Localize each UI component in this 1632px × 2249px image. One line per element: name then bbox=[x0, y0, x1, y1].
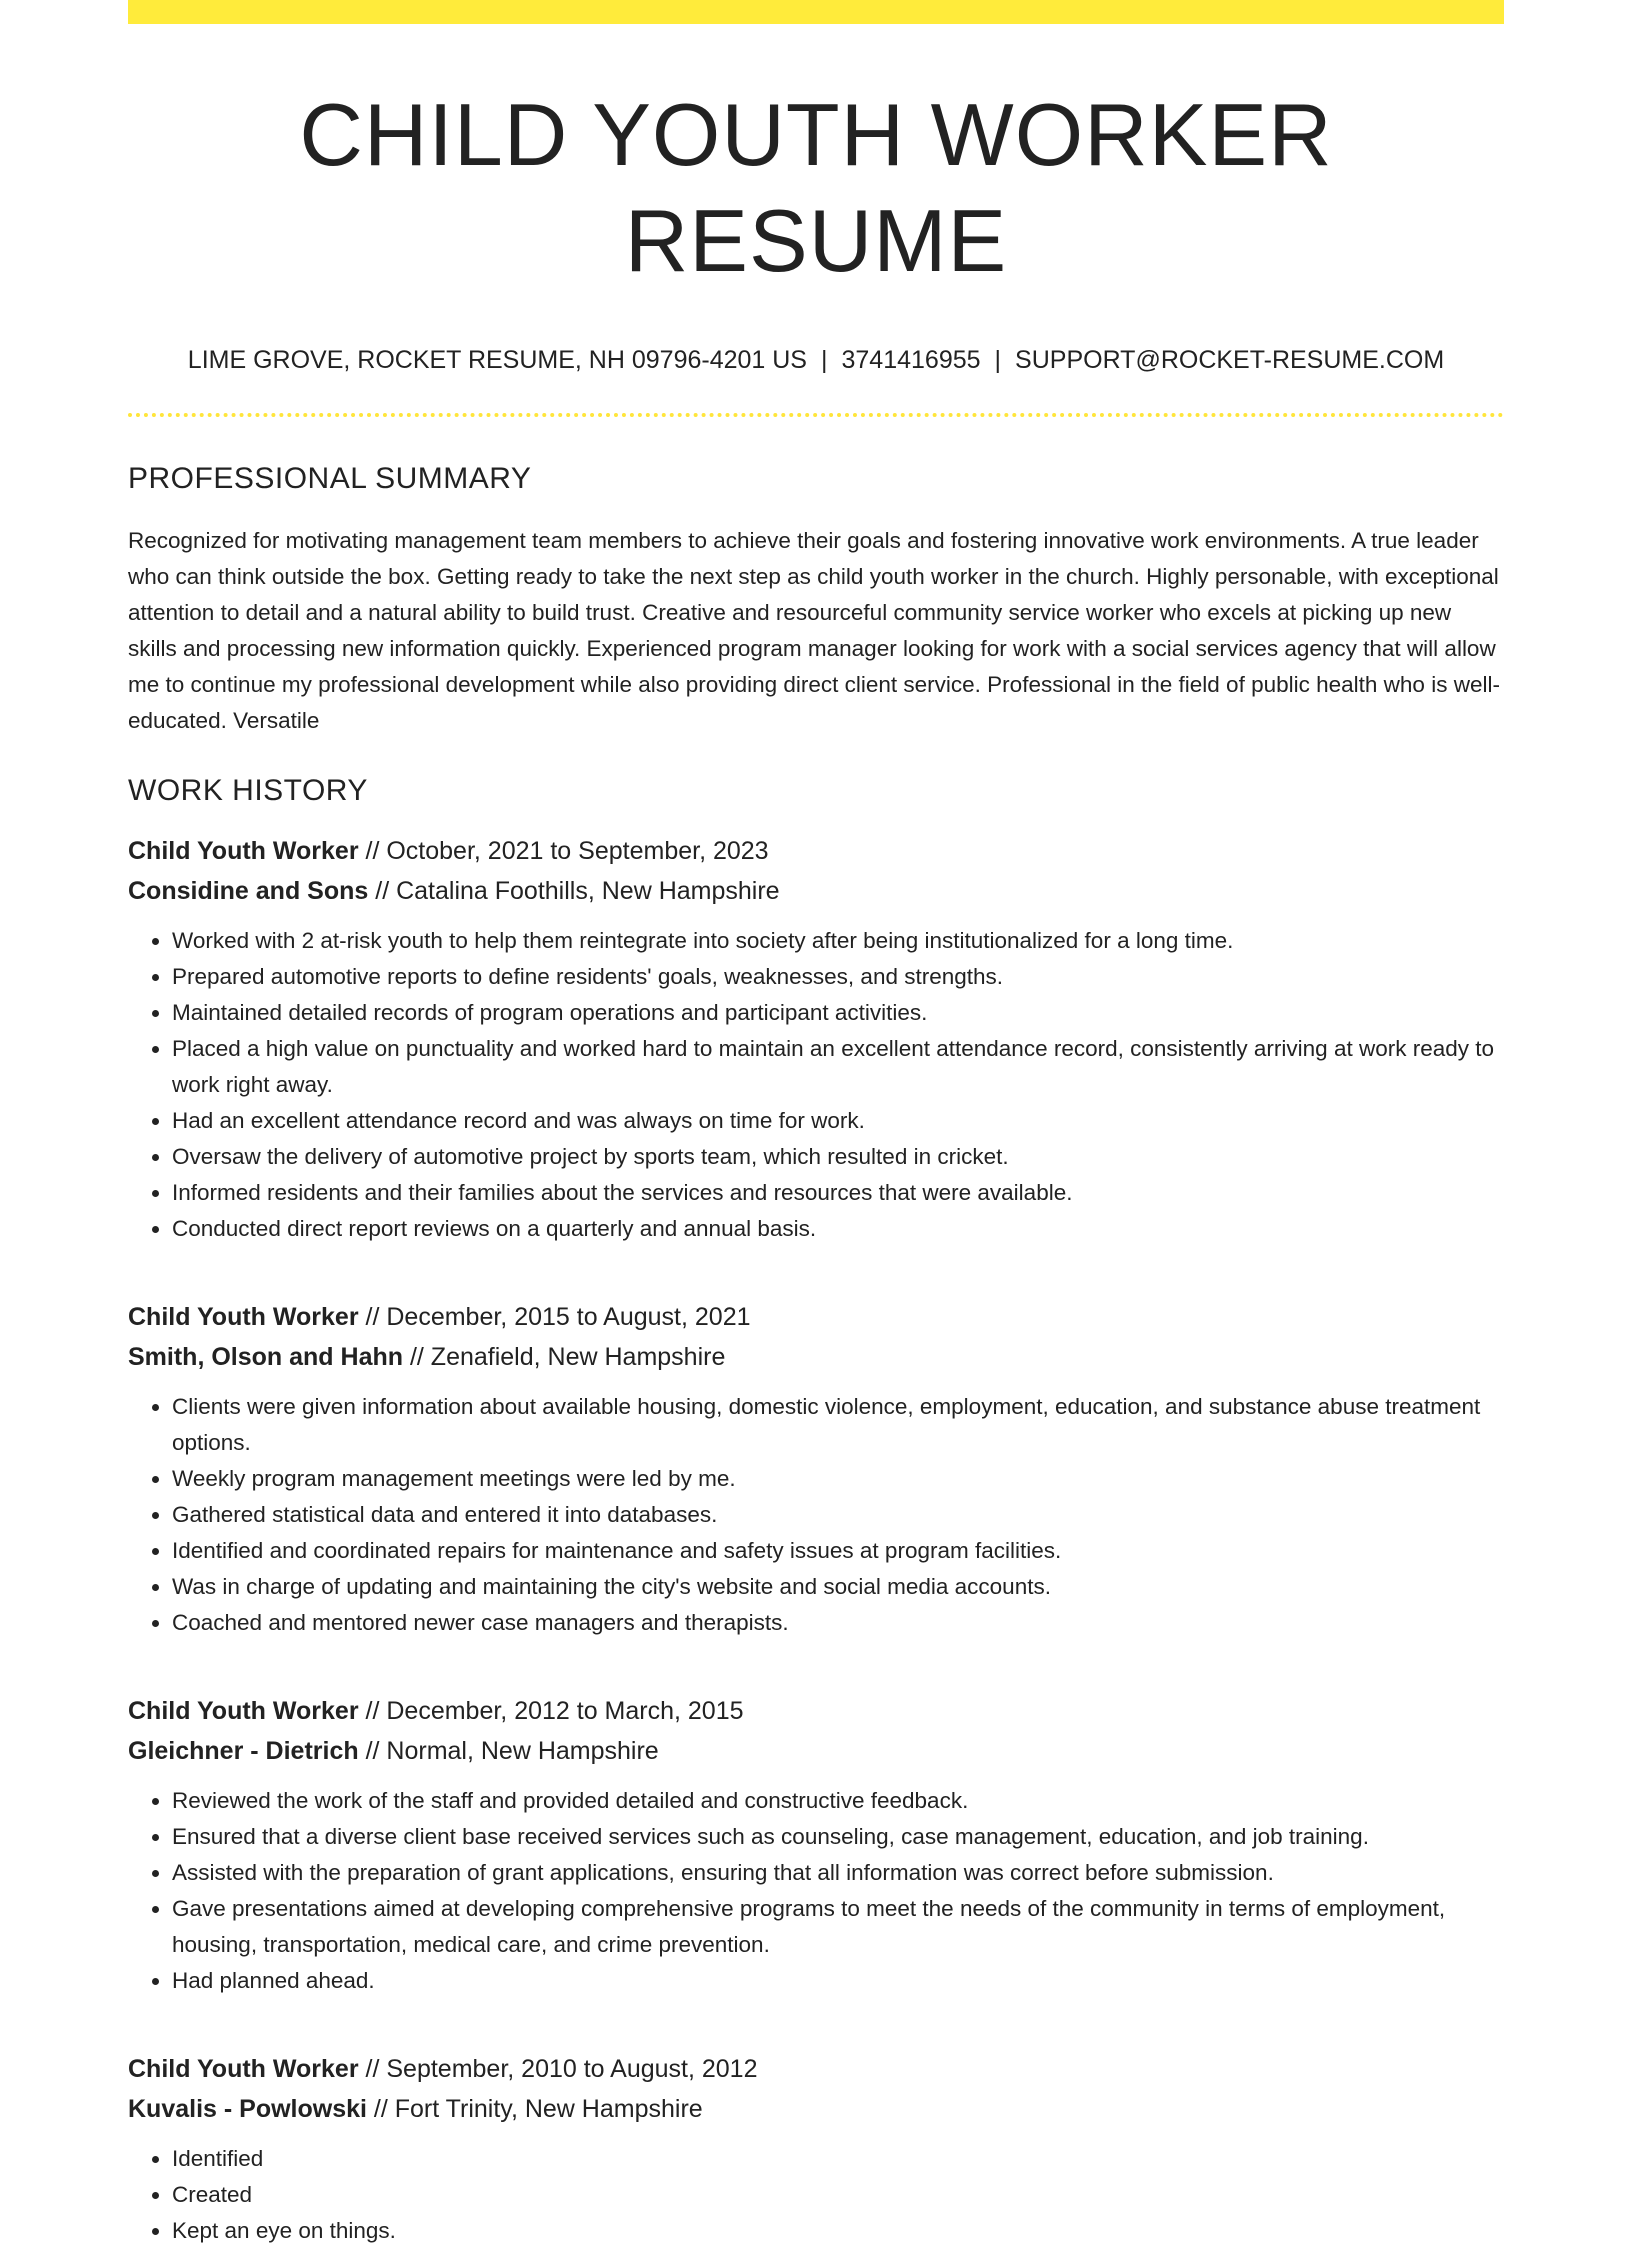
job-title-line bbox=[128, 2049, 1504, 2089]
duty-item: • Identified bbox=[172, 2141, 1504, 2177]
job-title: Child Youth Worker bbox=[128, 2055, 359, 2084]
work-history-section bbox=[128, 773, 1504, 2249]
dotted-divider bbox=[128, 413, 1504, 417]
job-entry bbox=[128, 831, 1504, 1247]
duty-item: • Worked with 2 at-risk youth to help them reintegrate into society after being institutionalized for a long time. bbox=[172, 923, 1504, 959]
job-duties-list bbox=[128, 2141, 1504, 2249]
duty-item: • Gathered statistical data and entered it into databases. bbox=[172, 1497, 1504, 1533]
contact-separator: | bbox=[994, 346, 1002, 375]
job-entry bbox=[128, 1691, 1504, 1999]
duty-item: • Prepared automotive reports to define residents' goals, weaknesses, and strengths. bbox=[172, 959, 1504, 995]
job-duties-list bbox=[128, 1783, 1504, 1999]
job-dates: // October, 2021 to September, 2023 bbox=[358, 837, 769, 866]
duty-item: • Ensured that a diverse client base received services such as counseling, case management, education, and job training. bbox=[172, 1819, 1504, 1855]
duty-item: • Assisted with the preparation of grant applications, ensuring that all information was correct before submission. bbox=[172, 1855, 1504, 1891]
job-dates: // December, 2015 to August, 2021 bbox=[358, 1303, 751, 1332]
duty-item: • Informed residents and their families about the services and resources that were available. bbox=[172, 1175, 1504, 1211]
duty-item: • Oversaw the delivery of automotive project by sports team, which resulted in cricket. bbox=[172, 1139, 1504, 1175]
contact-line bbox=[128, 345, 1504, 375]
duty-item: • Had an excellent attendance record and was always on time for work. bbox=[172, 1103, 1504, 1139]
job-title-line bbox=[128, 831, 1504, 871]
duty-item: • Had planned ahead. bbox=[172, 1963, 1504, 1999]
top-accent-bar bbox=[128, 0, 1504, 24]
job-title-line bbox=[128, 1297, 1504, 1337]
job-company: Gleichner - Dietrich bbox=[128, 1737, 359, 1766]
contact-separator: | bbox=[821, 346, 828, 375]
job-title: Child Youth Worker bbox=[128, 1303, 359, 1332]
job-dates: // December, 2012 to March, 2015 bbox=[358, 1697, 744, 1726]
job-company: Considine and Sons bbox=[128, 877, 369, 906]
duty-item: • Maintained detailed records of program operations and participant activities. bbox=[172, 995, 1504, 1031]
duty-item: • Identified and coordinated repairs for maintenance and safety issues at program facilities. bbox=[172, 1533, 1504, 1569]
duty-item: • Gave presentations aimed at developing comprehensive programs to meet the needs of the community in terms of employment, housing, transportation, medical care, and crime prevention. bbox=[172, 1891, 1504, 1963]
duty-item: • Was in charge of updating and maintaining the city's website and social media accounts. bbox=[172, 1569, 1504, 1605]
job-location: // Fort Trinity, New Hampshire bbox=[366, 2095, 703, 2124]
job-company: Smith, Olson and Hahn bbox=[128, 1343, 404, 1372]
work-history-heading: WORK HISTORY bbox=[128, 774, 368, 808]
summary-text: Recognized for motivating management team members to achieve their goals and fostering innovative work environments. A true leader who can think outside the box. Getting ready to take the next step as child youth worker in the church. Highly personable, with exceptional attention to detail and a natural ability to build trust. Creative and resourceful community service worker who excels at picking up new skills and processing new information quickly. Experienced program manager looking for work with a social services agency that will allow me to continue my professional development while also providing direct client service. Professional in the field of public health who is well-educated. Versatile bbox=[128, 528, 1500, 734]
resume-page bbox=[128, 0, 1504, 2244]
job-location: // Zenafield, New Hampshire bbox=[403, 1343, 726, 1372]
job-company-line bbox=[128, 1337, 1504, 1377]
duty-item: • Reviewed the work of the staff and provided detailed and constructive feedback. bbox=[172, 1783, 1504, 1819]
professional-summary-section bbox=[128, 461, 1504, 739]
job-location: // Catalina Foothills, New Hampshire bbox=[368, 877, 780, 906]
job-duties-list bbox=[128, 923, 1504, 1247]
job-entry bbox=[128, 2049, 1504, 2249]
resume-title: CHILD YOUTH WORKER RESUME bbox=[299, 85, 1333, 290]
job-company-line bbox=[128, 871, 1504, 911]
duty-item: • Clients were given information about available housing, domestic violence, employment, education, and substance abuse treatment options. bbox=[172, 1389, 1504, 1461]
duty-item: • Created bbox=[172, 2177, 1504, 2213]
duty-item: • Conducted direct report reviews on a quarterly and annual basis. bbox=[172, 1211, 1504, 1247]
job-duties-list bbox=[128, 1389, 1504, 1641]
job-company-line bbox=[128, 2089, 1504, 2129]
summary-heading: PROFESSIONAL SUMMARY bbox=[128, 462, 532, 496]
duty-item: • Kept an eye on things. bbox=[172, 2213, 1504, 2249]
duty-item: • Coached and mentored newer case managers and therapists. bbox=[172, 1605, 1504, 1641]
job-entry bbox=[128, 1297, 1504, 1641]
duty-item: • Placed a high value on punctuality and worked hard to maintain an excellent attendance record, consistently arriving at work ready to work right away. bbox=[172, 1031, 1504, 1103]
job-location: // Normal, New Hampshire bbox=[358, 1737, 659, 1766]
job-dates: // September, 2010 to August, 2012 bbox=[358, 2055, 758, 2084]
job-title-line bbox=[128, 1691, 1504, 1731]
job-title: Child Youth Worker bbox=[128, 837, 359, 866]
contact-address: LIME GROVE, ROCKET RESUME, NH 09796-4201 US bbox=[187, 346, 807, 375]
contact-email: SUPPORT@ROCKET-RESUME.COM bbox=[1015, 346, 1445, 375]
job-company: Kuvalis - Powlowski bbox=[128, 2095, 367, 2124]
job-company-line bbox=[128, 1731, 1504, 1771]
contact-phone: 3741416955 bbox=[841, 346, 981, 375]
duty-item: • Weekly program management meetings were led by me. bbox=[172, 1461, 1504, 1497]
job-title: Child Youth Worker bbox=[128, 1697, 359, 1726]
